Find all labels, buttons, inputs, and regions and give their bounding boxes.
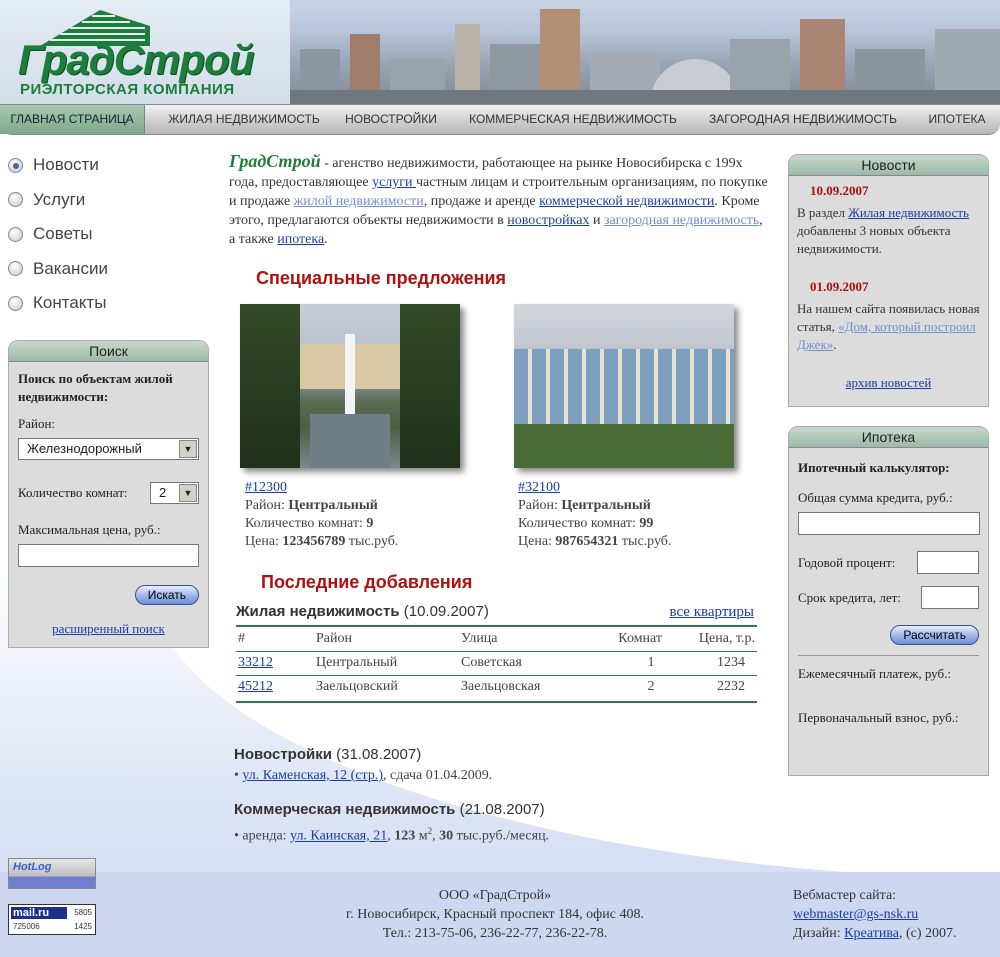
radio-icon [8, 192, 23, 207]
calculate-button[interactable]: Рассчитать [890, 625, 979, 645]
col-id: # [238, 630, 245, 646]
nav-item-new-buildings[interactable]: НОВОСТРОЙКИ [345, 112, 437, 126]
news-text: В раздел [797, 205, 849, 220]
table-bottom-rule [236, 701, 757, 703]
chevron-down-icon: ▼ [179, 484, 197, 502]
side-menu-label: Услуги [33, 189, 86, 209]
news-item [797, 300, 980, 354]
design-rest: , (с) 2007. [899, 926, 957, 941]
chevron-down-icon: ▼ [179, 440, 197, 458]
logo-subtitle: РИЭЛТОРСКАЯ КОМПАНИЯ [20, 81, 235, 98]
mortgage-heading: Ипотечный калькулятор: [798, 460, 950, 475]
news-link[interactable]: «Дом, который построил Джек» [797, 319, 976, 352]
news-item [797, 204, 980, 258]
col-district: Район [316, 630, 352, 646]
nav-item-commercial[interactable]: КОММЕРЧЕСКАЯ НЕДВИЖИМОСТЬ [469, 112, 677, 126]
district-select[interactable] [18, 438, 199, 460]
offer-1 [245, 479, 398, 551]
intro-text-part: - агенство недвижимости, работающее на рынке Новосибирска с 199х года, предоставляющее [229, 156, 743, 190]
col-rooms: Комнат [618, 630, 662, 646]
offer-photo-2[interactable] [514, 304, 734, 468]
row-district: Заельцовский [316, 679, 398, 695]
news-date: 01.09.2007 [810, 279, 869, 294]
radio-selected-icon [8, 158, 23, 173]
webmaster-email-link[interactable]: webmaster@gs-nsk.ru [793, 907, 919, 922]
news-panel [788, 154, 989, 407]
mortgage-panel [788, 426, 989, 776]
side-menu-vacancies[interactable] [8, 252, 108, 287]
latest-commercial [234, 800, 549, 847]
commercial-area-unit: м [415, 828, 428, 844]
side-menu-label: Вакансии [33, 258, 108, 278]
hotlog-counter[interactable] [8, 858, 96, 889]
offer-price-unit: тыс.руб. [618, 534, 672, 549]
offer-2-link[interactable]: #32100 [518, 480, 560, 495]
radio-icon [8, 227, 23, 242]
offer-district-label: Район: [245, 498, 289, 513]
district-select-value: Железнодорожный [27, 441, 142, 456]
district-label: Район: [18, 416, 56, 431]
mortgage-panel-title: Ипотека [789, 427, 988, 448]
footer-company: ООО «ГрадСтрой» [438, 888, 552, 903]
nav-item-home[interactable]: ГЛАВНАЯ СТРАНИЦА [0, 105, 145, 134]
latest-living [236, 603, 757, 703]
first-payment-label: Первоначальный взнос, руб.: [798, 710, 959, 725]
table-row [236, 651, 757, 675]
news-text: . [833, 337, 837, 352]
offer-photo-1[interactable] [240, 304, 460, 468]
commercial-area: 123 [394, 828, 416, 844]
search-heading: Поиск по объектам жилой недвижимости: [18, 371, 173, 404]
site-header [0, 0, 1000, 104]
nav-item-country[interactable]: ЗАГОРОДНАЯ НЕДВИЖИМОСТЬ [709, 112, 897, 126]
intro-brand: ГрадСтрой [229, 151, 321, 171]
mailru-count: 1425 [74, 922, 92, 931]
side-menu-contacts[interactable] [8, 286, 108, 321]
new-buildings-date: (31.08.2007) [331, 746, 422, 763]
news-panel-title: Новости [789, 155, 988, 176]
col-price: Цена, т.р. [698, 630, 755, 646]
term-input[interactable] [921, 586, 979, 609]
offer-price-unit: тыс.руб. [345, 534, 399, 549]
city-panorama [290, 0, 1000, 104]
commercial-title: Коммерческая недвижимость [234, 801, 456, 818]
intro-text-part: . Кроме этого, предлагаются объекты недвижимости в [229, 194, 760, 228]
search-button[interactable]: Искать [135, 585, 199, 605]
news-link[interactable]: Жилая недвижимость [848, 205, 969, 220]
term-label: Срок кредита, лет: [798, 589, 901, 605]
intro-text-part: , а также [229, 213, 763, 247]
mailru-counter[interactable] [8, 904, 96, 935]
living-date: (10.09.2007) [399, 603, 489, 620]
commercial-link[interactable]: ул. Каинская, 21 [290, 828, 388, 844]
commercial-date: (21.08.2007) [455, 801, 545, 818]
news-text: На нашем сайта появилась новая статья, [797, 301, 980, 334]
special-offers-title: Специальные предложения [256, 268, 507, 288]
search-panel [8, 340, 209, 648]
rooms-select[interactable] [150, 482, 199, 504]
row-rooms: 2 [647, 679, 655, 695]
new-building-link[interactable]: ул. Каменская, 12 (стр.) [242, 768, 383, 783]
col-street: Улица [461, 630, 498, 646]
living-table [236, 627, 757, 699]
offer-1-link[interactable]: #12300 [245, 480, 287, 495]
nav-item-residential[interactable]: ЖИЛАЯ НЕДВИЖИМОСТЬ [168, 112, 320, 126]
commercial-link[interactable]: коммерческой недвижимости [539, 194, 715, 209]
offer-rooms: 99 [639, 516, 654, 531]
monthly-payment-label: Ежемесячный платеж, руб.: [798, 655, 979, 682]
price-label: Максимальная цена, руб.: [18, 522, 161, 537]
offer-price: 123456789 [282, 534, 346, 549]
latest-title: Последние добавления [261, 572, 473, 592]
all-apartments-link[interactable]: все квартиры [669, 604, 754, 620]
mailru-logo: mail.ru [11, 907, 67, 919]
side-menu [8, 148, 108, 321]
row-rooms: 1 [647, 655, 655, 670]
row-id-link[interactable]: 33212 [238, 655, 273, 670]
table-row [236, 675, 757, 699]
offer-rooms-label: Количество комнат: [518, 516, 640, 531]
offer-district: Центральный [561, 498, 651, 513]
loan-sum-input[interactable] [798, 512, 980, 535]
separator: , [387, 828, 395, 844]
radio-icon [8, 296, 23, 311]
news-text: добавлены 3 новых объекта недвижимости. [797, 223, 951, 256]
rate-label: Годовой процент: [798, 554, 896, 570]
mortgage-link[interactable]: ипотека [277, 232, 325, 247]
news-date: 10.09.2007 [810, 183, 869, 198]
side-menu-label: Советы [33, 224, 93, 244]
commercial-prefix: • аренда: [234, 828, 291, 844]
mailru-count: 5805 [74, 908, 92, 917]
side-menu-services[interactable] [8, 183, 108, 218]
new-buildings-title: Новостройки [234, 746, 332, 763]
new-building-details: , сдача 01.04.2009. [383, 768, 493, 783]
design-label: Дизайн: [793, 926, 845, 941]
commercial-price: 30 [439, 828, 454, 844]
logo[interactable] [0, 0, 290, 104]
main-navigation [0, 104, 1000, 135]
footer-phones: Тел.: 213-75-06, 236-22-77, 236-22-78. [382, 926, 608, 941]
radio-icon [8, 261, 23, 276]
offer-rooms-label: Количество комнат: [245, 516, 367, 531]
webmaster-label: Вебмастер сайта: [793, 888, 897, 903]
main-content [229, 152, 769, 249]
offer-rooms: 9 [366, 516, 374, 531]
news-archive-link[interactable]: архив новостей [845, 375, 932, 390]
max-price-input[interactable] [18, 544, 199, 567]
offer-price-label: Цена: [518, 534, 556, 549]
intro-text-part: и [589, 213, 604, 228]
side-menu-advice[interactable] [8, 217, 108, 252]
bullet: • [234, 768, 243, 783]
logo-name: ГрадСтрой [18, 36, 254, 83]
offer-2 [518, 479, 671, 551]
offer-district-label: Район: [518, 498, 562, 513]
hotlog-logo: HotLog [13, 861, 52, 873]
intro-text [229, 152, 769, 249]
footer-credits [793, 886, 957, 943]
footer-contacts [300, 886, 690, 943]
search-panel-title: Поиск [9, 341, 208, 362]
rate-input[interactable] [917, 551, 979, 574]
latest-new-buildings [234, 745, 492, 786]
row-id-link[interactable]: 45212 [238, 679, 273, 695]
side-menu-label: Новости [33, 155, 99, 175]
services-link[interactable]: услуги [372, 175, 416, 190]
footer-address: г. Новосибирск, Красный проспект 184, офис 408. [346, 907, 644, 922]
design-link[interactable]: Креатива [844, 926, 899, 941]
offer-price-label: Цена: [245, 534, 283, 549]
rooms-select-value: 2 [159, 485, 167, 500]
rooms-label: Количество комнат: [18, 485, 128, 500]
row-street: Заельцовская [461, 679, 541, 695]
row-price: 2232 [717, 679, 745, 695]
intro-text-part: , продаже и аренде [423, 194, 540, 209]
separator: , [432, 828, 440, 844]
nav-item-mortgage[interactable]: ИПОТЕКА [928, 112, 986, 126]
intro-text-part: частным лицам и строительным организациям, по покупке и продаже [229, 175, 768, 209]
side-menu-news[interactable] [8, 148, 108, 183]
living-title: Жилая недвижимость [236, 603, 400, 620]
loan-sum-label: Общая сумма кредита, руб.: [798, 490, 953, 505]
side-menu-label: Контакты [33, 293, 107, 313]
row-district: Центральный [316, 655, 398, 670]
intro-text-part: . [324, 232, 328, 247]
commercial-price-unit: тыс.руб./месяц. [453, 828, 550, 844]
commercial-area-sup: 2 [427, 826, 433, 836]
table-header-row [236, 627, 757, 651]
new-buildings-link[interactable]: новостройках [507, 213, 590, 228]
residential-link[interactable]: жилой недвижимости [293, 194, 424, 209]
mailru-count: 725006 [13, 922, 40, 931]
advanced-search-link[interactable]: расширенный поиск [52, 621, 165, 636]
offer-district: Центральный [288, 498, 378, 513]
row-price: 1234 [717, 655, 745, 670]
country-link[interactable]: загородная недвижимость [603, 213, 760, 228]
row-street: Советская [461, 655, 522, 670]
offer-price: 987654321 [555, 534, 619, 549]
